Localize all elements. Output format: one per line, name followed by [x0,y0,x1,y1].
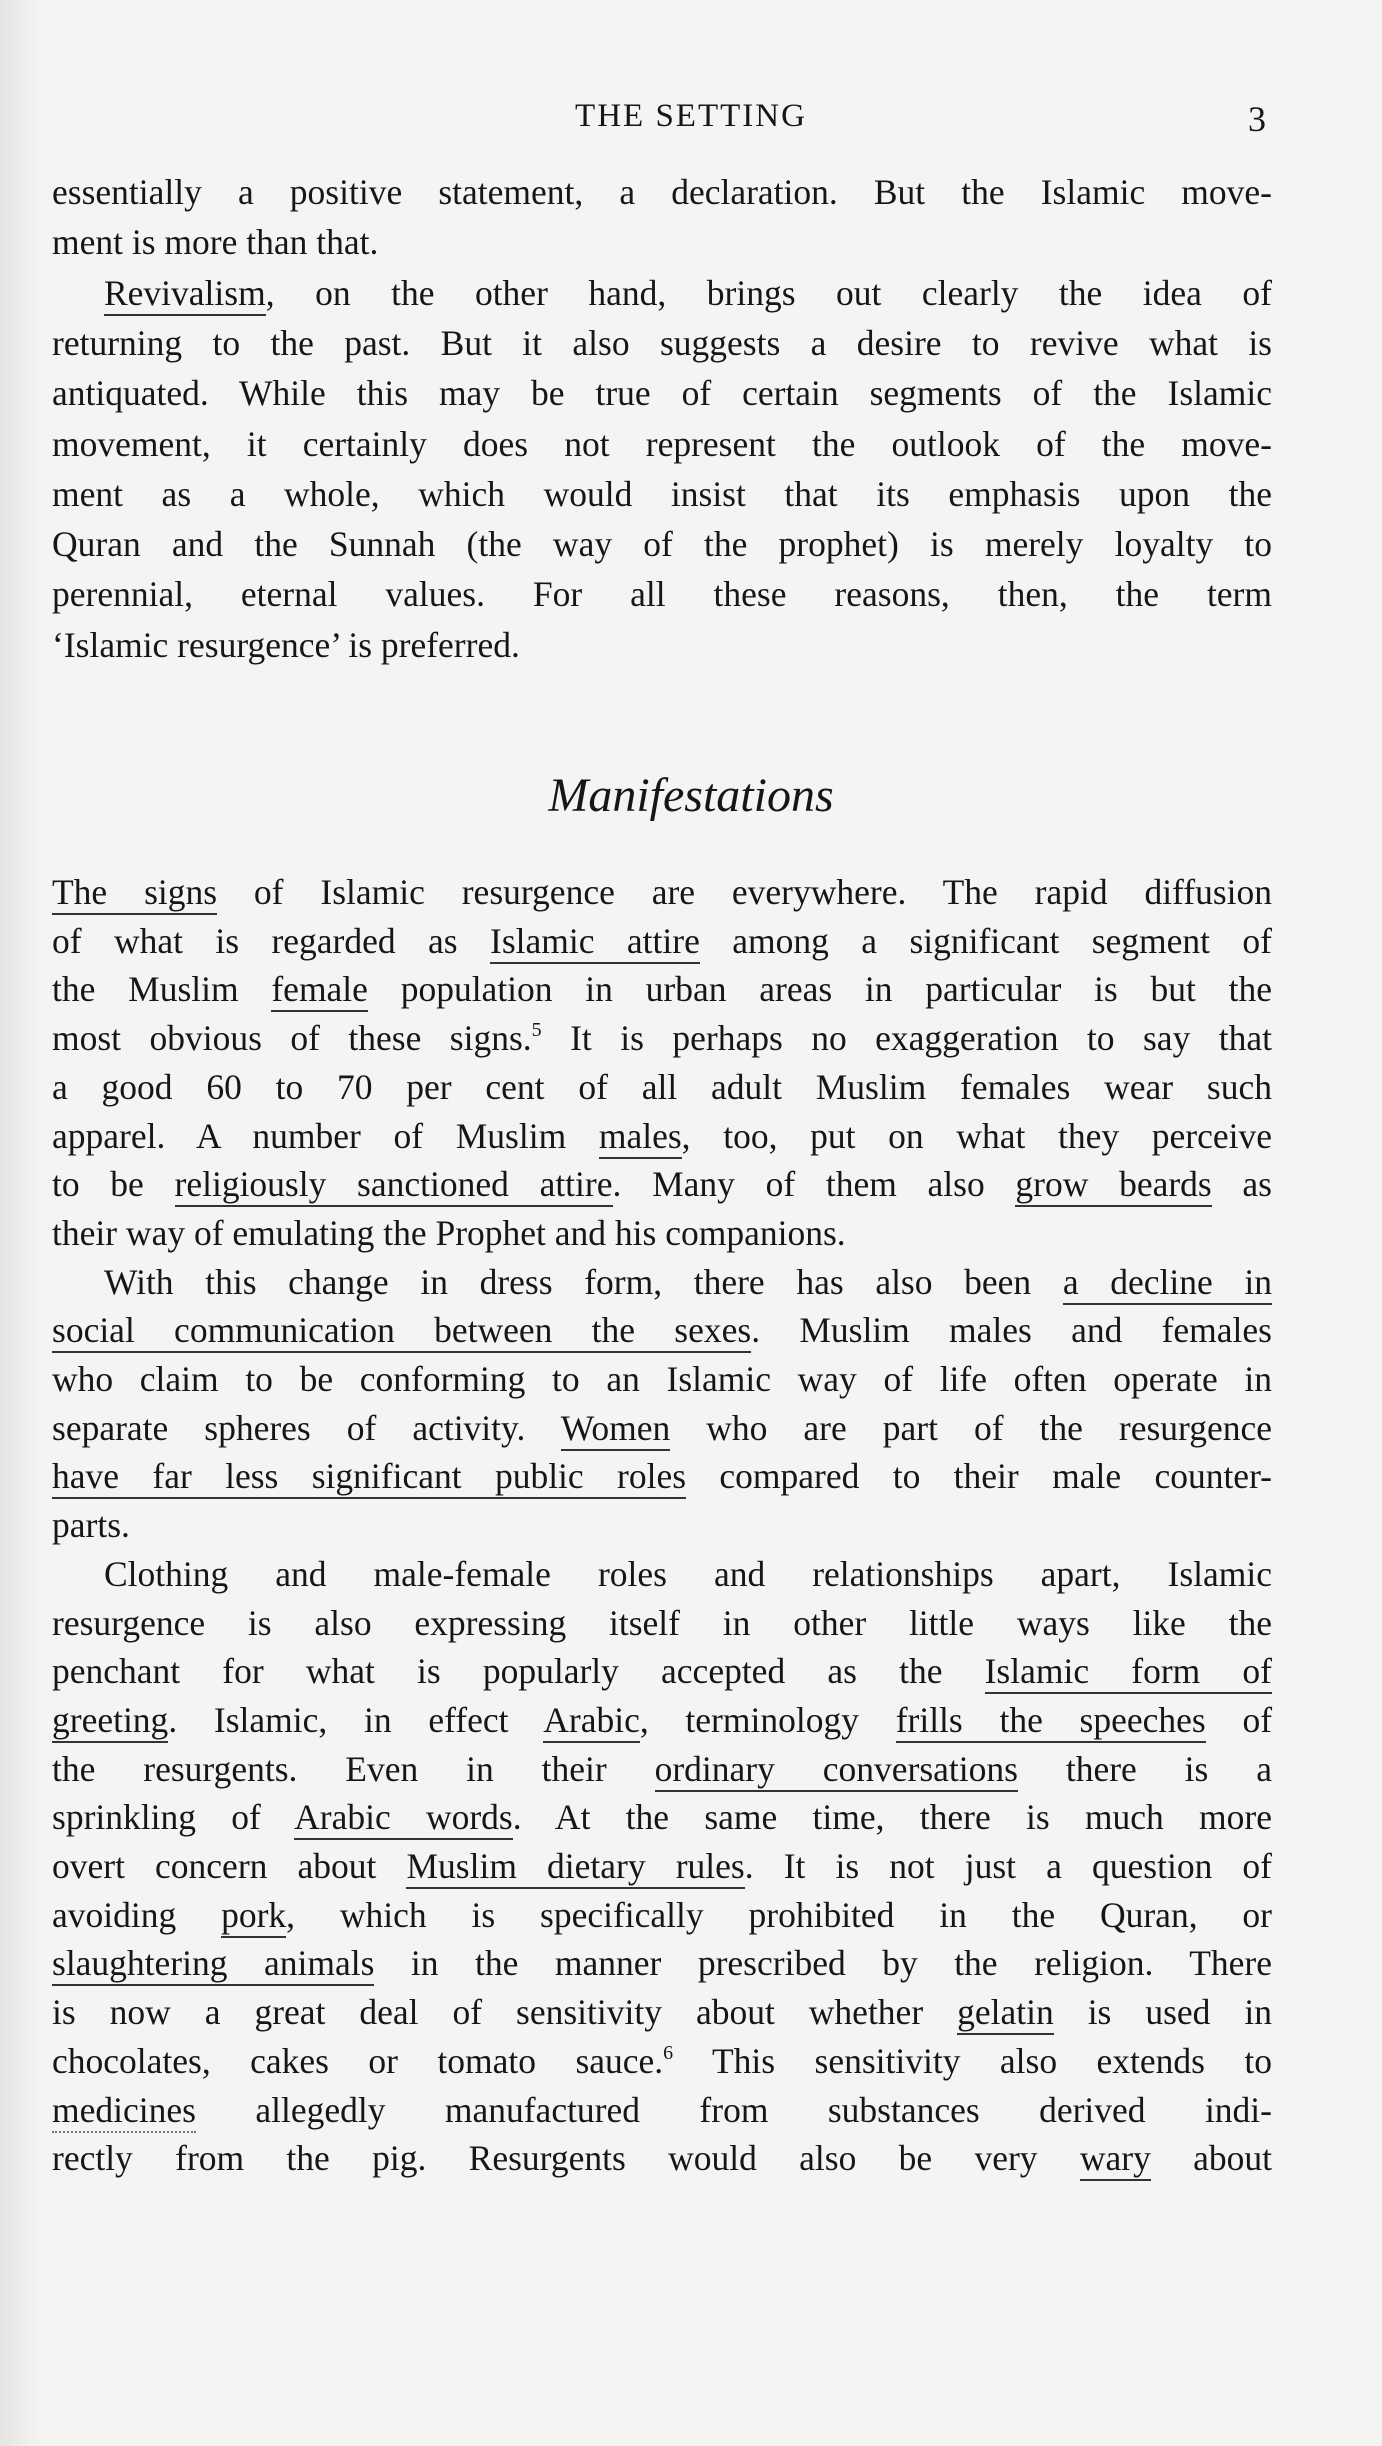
text-run: in the manner prescribed by the religion. There [374,1943,1272,1984]
underlined-phrase: have far less significant public roles [52,1456,686,1499]
text-run: rectly from the pig. Resurgents would also be very [52,2138,1080,2179]
text-line [52,424,1272,464]
text-run: their way of emulating the Prophet and his companions. [52,1212,846,1253]
text-line [52,1895,1272,1935]
page-number: 3 [1248,99,1266,139]
text-run: apparel. A number of Muslim [52,1115,599,1156]
text-run: of what is regarded as [52,920,491,961]
text-run: penchant for what is popularly accepted as the [52,1651,985,1692]
underlined-phrase: gelatin [957,1992,1054,2035]
text-run: compared to their male counter- [686,1456,1272,1497]
text-run: . It is not just a question of [744,1846,1272,1886]
text-line [52,1992,1272,2032]
text-line [52,1018,1272,1058]
underlined-phrase: Muslim dietary rules [406,1846,744,1889]
underlined-phrase: greeting [52,1700,168,1743]
text-run: ment as a whole, which would insist that its emphasis upon the [52,473,1272,514]
underlined-phrase: slaughtering animals [52,1943,374,1986]
text-line [52,1164,1272,1204]
underlined-phrase: pork [221,1895,286,1938]
underlined-phrase: ordinary conversations [655,1749,1018,1792]
text-run: With this change in dress form, there has also been [104,1261,1063,1302]
text-line [52,1408,1272,1448]
section-heading: Manifestations [548,769,834,822]
underlined-phrase: males [599,1116,682,1159]
text-line [52,1456,1272,1496]
text-run: of [1205,1699,1273,1740]
text-run: returning to the past. But it also suggests a desire to revive what is [52,322,1272,363]
text-run: , too, put on what they perceive [681,1115,1272,1156]
text-run: of Islamic resurgence are everywhere. The rapid diffusion [217,872,1272,912]
text-run: who claim to be conforming to an Islamic way of life often operate in [52,1359,1272,1399]
text-run: . Muslim males and females [751,1310,1272,1351]
text-run: there is a [1017,1748,1272,1789]
underlined-phrase: frills the speeches [896,1700,1206,1743]
text-run: , on the other hand, brings out clearly the idea of [265,272,1272,313]
text-run: the Muslim [52,969,272,1010]
text-run: among a significant segment of [699,920,1272,961]
underlined-phrase: female [271,969,368,1012]
text-run: . Islamic, in effect [168,1699,544,1740]
footnote-ref: 6 [663,2041,674,2064]
underlined-phrase: social communication between the sexes [52,1310,751,1353]
text-run: movement, it certainly does not represent the outlook of the move- [52,423,1272,464]
text-line [52,1651,1272,1691]
text-line [52,323,1272,363]
underlined-phrase: a decline in [1063,1262,1272,1305]
text-line [52,1846,1272,1886]
text-run: antiquated. While this may be true of certain segments of the Islamic [52,373,1272,414]
underlined-phrase: medicines [52,2090,196,2133]
text-run: . Many of them also [612,1164,1016,1205]
text-line [52,222,1272,262]
text-line [52,1359,1272,1399]
text-line [52,524,1272,564]
text-line [52,2138,1272,2178]
page-gutter-shadow [0,0,40,2446]
text-line [52,474,1272,514]
text-run: a good 60 to 70 per cent of all adult Muslim females wear such [52,1066,1272,1107]
text-run: ‘Islamic resurgence’ is preferred. [52,624,520,665]
text-line [52,1505,1272,1545]
text-line [52,2090,1272,2130]
text-run: sprinkling of [52,1797,295,1838]
text-line [52,1603,1272,1643]
text-line [52,574,1272,614]
text-run: chocolates, cakes or tomato sauce. [52,2040,664,2081]
text-run: Clothing and male-female roles and relationships apart, Islamic [104,1553,1272,1594]
text-line [52,1797,1272,1837]
text-run: the resurgents. Even in their [52,1748,655,1789]
underlined-phrase: grow beards [1015,1164,1211,1207]
text-run: It is perhaps no exaggeration to say that [541,1018,1272,1059]
underlined-phrase: religiously sanctioned attire [175,1164,613,1207]
text-line [52,1067,1272,1107]
text-line [52,1749,1272,1789]
text-line [52,1943,1272,1983]
text-line [52,2041,1272,2081]
text-run: essentially a positive statement, a declaration. But the Islamic move- [52,172,1272,212]
text-line [52,1116,1272,1156]
text-run: , which is specifically prohibited in the Quran, or [286,1894,1272,1935]
text-run: overt concern about [52,1846,407,1886]
text-run: . At the same time, there is much more [512,1797,1272,1838]
text-run: resurgence is also expressing itself in other little ways like the [52,1602,1272,1643]
text-run: ment is more than that. [52,222,379,263]
text-line [52,969,1272,1009]
text-run: most obvious of these signs. [52,1018,532,1059]
text-line [52,172,1272,212]
underlined-phrase: Revivalism [104,273,266,316]
text-run: parts. [52,1505,130,1546]
underlined-phrase: Arabic [543,1700,640,1743]
text-run: allegedly manufactured from substances derived indi- [195,2089,1272,2130]
text-run: about [1150,2138,1273,2179]
text-run: as [1211,1164,1273,1205]
text-line [52,373,1272,413]
underlined-phrase: Arabic words [294,1797,513,1840]
text-run: separate spheres of activity. [52,1407,561,1448]
text-run: population in urban areas in particular is but the [367,969,1272,1010]
text-run: to be [52,1164,175,1205]
text-line [52,625,1272,665]
text-run: , terminology [639,1699,896,1740]
underlined-phrase: wary [1080,2138,1151,2181]
underlined-phrase: The signs [52,872,217,915]
text-line [52,921,1272,961]
text-run: is used in [1053,1992,1272,2033]
text-line [52,1262,1272,1302]
underlined-phrase: Women [561,1408,671,1451]
underlined-phrase: Islamic form of [985,1651,1272,1694]
text-run: Quran and the Sunnah (the way of the prophet) is merely loyalty to [52,524,1272,565]
text-line [52,872,1272,912]
text-run: perennial, eternal values. For all these reasons, then, the term [52,574,1272,615]
text-run: who are part of the resurgence [670,1407,1272,1448]
text-line [52,273,1272,313]
footnote-ref: 5 [531,1019,542,1042]
text-line [52,1700,1272,1740]
text-line [52,1310,1272,1350]
text-line [52,1554,1272,1594]
text-run: This sensitivity also extends to [673,2040,1272,2081]
text-run: is now a great deal of sensitivity about whether [52,1992,958,2033]
underlined-phrase: Islamic attire [490,921,700,964]
text-line [52,1213,1272,1253]
text-run: avoiding [52,1894,222,1935]
running-head: THE SETTING [575,98,807,134]
